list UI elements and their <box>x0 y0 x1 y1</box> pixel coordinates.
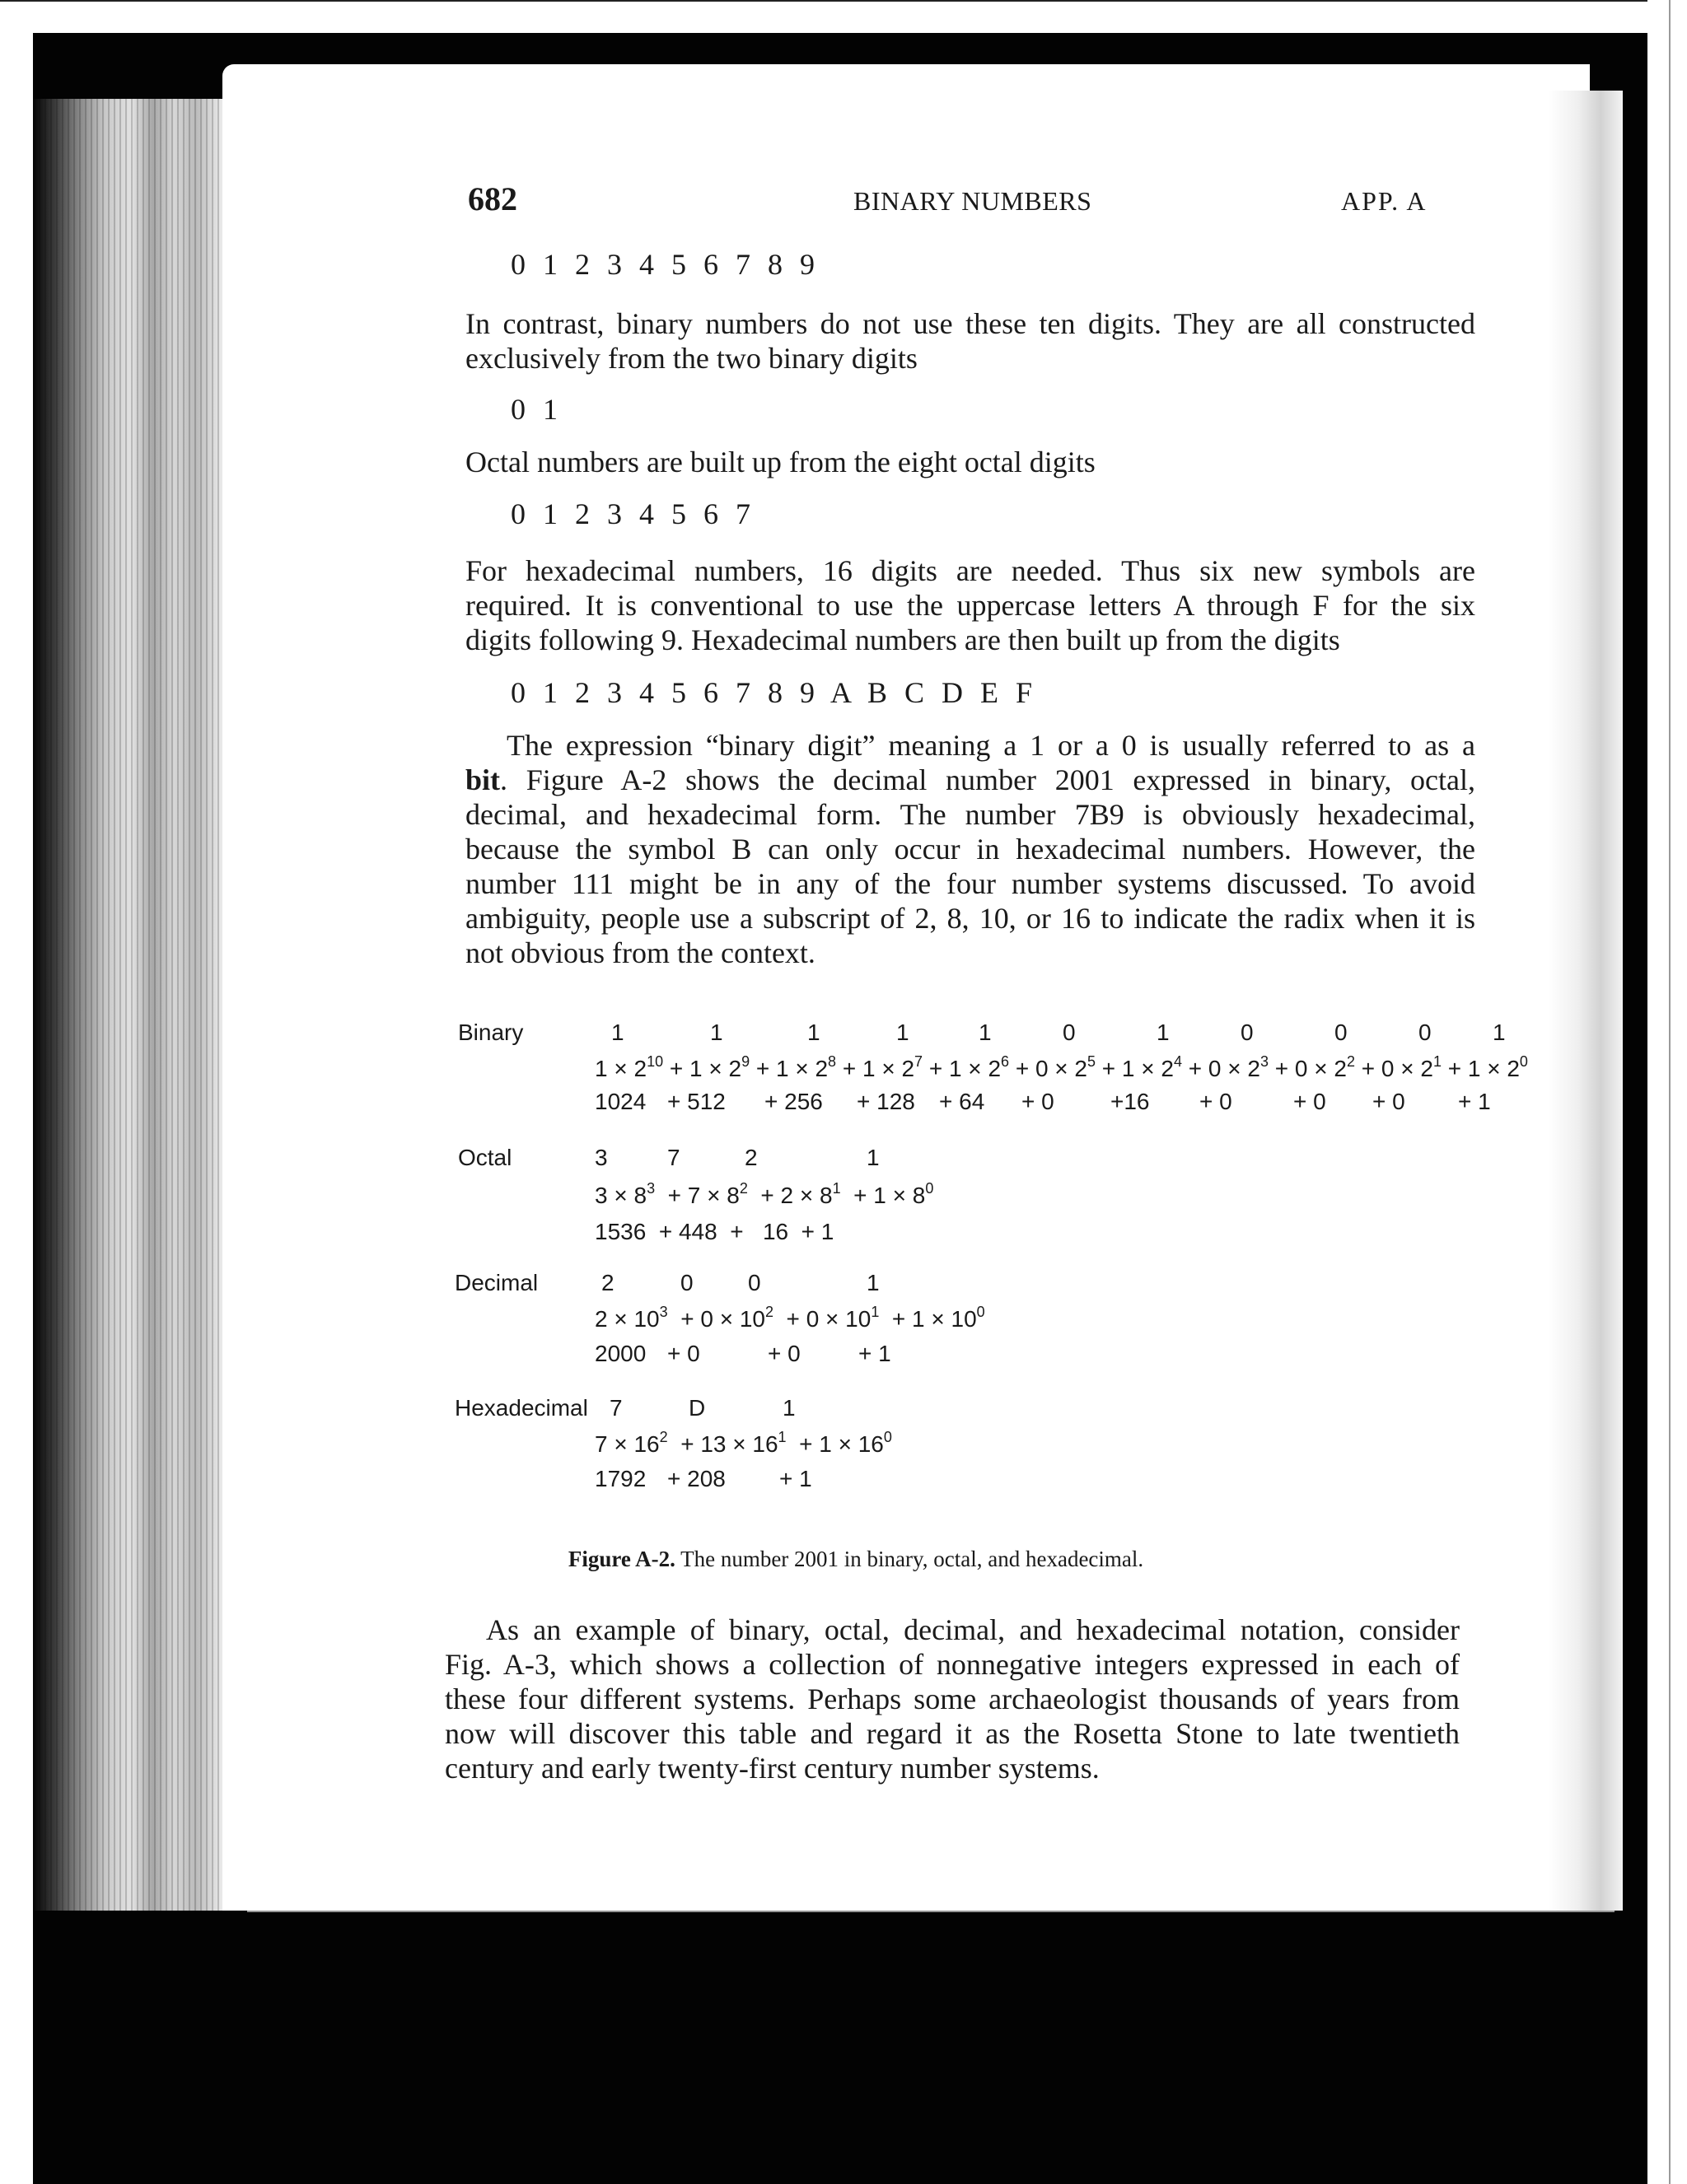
exponent: 3 <box>647 1179 656 1197</box>
paragraph-octal <box>465 445 1475 479</box>
exponent: 2 <box>1346 1052 1355 1070</box>
page-number: 682 <box>468 180 517 217</box>
decimal-value: + 0 <box>768 1341 801 1366</box>
power-term: + $0 \times 2^5$ <box>1015 1052 1096 1081</box>
exponent: 9 <box>741 1052 750 1070</box>
text-line: because the symbol B can only occur in hexadecimal numbers. However, the <box>465 833 1475 866</box>
figure-row-label-binary: Binary <box>458 1020 524 1045</box>
exponent: 0 <box>976 1303 985 1320</box>
binary-value: + 1 <box>1458 1089 1491 1114</box>
exponent: 3 <box>1259 1052 1269 1070</box>
text-line: these four different systems. Perhaps some archaeologist thousands of years from <box>445 1682 1460 1715</box>
octal-digit: 3 <box>595 1145 608 1170</box>
power-term: + $1 \times 2^4$ <box>1101 1052 1182 1081</box>
binary-digit: 0 <box>1063 1020 1076 1045</box>
text-line: decimal, and hexadecimal form. The number 7B9 is obviously hexadecimal, <box>465 798 1475 831</box>
power-term: + $7 \times 8^2$ <box>661 1179 748 1208</box>
figure-row-label-decimal: Decimal <box>455 1270 539 1295</box>
power-term: + $0 \times 2^2$ <box>1274 1052 1355 1081</box>
octal-digits: 0 1 2 3 4 5 6 7 <box>511 497 755 530</box>
binary-digits: 0 1 <box>511 393 563 426</box>
figure-caption-text: The number 2001 in binary, octal, and hexadecimal. <box>680 1547 1144 1571</box>
text-line: Octal numbers are built up from the eight octal digits <box>465 446 1096 478</box>
figure-caption <box>0 1547 1687 1572</box>
exponent: 2 <box>764 1303 773 1320</box>
paragraph-example <box>445 1612 1460 1785</box>
exponent: 2 <box>659 1428 668 1445</box>
binary-value: + 256 <box>764 1089 823 1114</box>
hex-digit: 1 <box>783 1395 796 1421</box>
power-term: + $1 \times 8^0$ <box>847 1179 934 1208</box>
power-term: + $0 \times 10^1$ <box>779 1303 880 1332</box>
power-term: + $0 \times 2^3$ <box>1188 1052 1269 1081</box>
exponent: 1 <box>778 1428 787 1445</box>
paragraph-hex <box>465 553 1475 657</box>
exponent: 7 <box>914 1052 923 1070</box>
binary-digit: 0 <box>1241 1020 1254 1045</box>
power-term: + $1 \times 2^7$ <box>842 1052 923 1081</box>
power-term: + $1 \times 10^0$ <box>886 1303 985 1332</box>
exponent: 6 <box>1001 1052 1010 1070</box>
binary-digit: 0 <box>1334 1020 1348 1045</box>
text-line: In contrast, binary numbers do not use these ten digits. They are all constructed <box>465 307 1475 340</box>
text-line: not obvious from the context. <box>465 936 815 969</box>
running-title: BINARY NUMBERS <box>853 186 1092 216</box>
exponent: 10 <box>647 1052 664 1070</box>
decimal-digit: 0 <box>748 1270 761 1295</box>
page-stack-edge <box>1549 91 1623 1911</box>
binary-value: + 64 <box>939 1089 985 1114</box>
decimal-value: + 0 <box>667 1341 700 1366</box>
text-line: now will discover this table and regard it as the Rosetta Stone to late twentieth <box>445 1717 1460 1750</box>
hex-value: + 1 <box>779 1466 812 1491</box>
exponent: 0 <box>1519 1052 1528 1070</box>
text-line <box>465 763 1475 797</box>
binary-digit: 1 <box>979 1020 992 1045</box>
power-term: + $1 \times 2^6$ <box>928 1052 1010 1081</box>
text-line: ambiguity, people use a subscript of 2, 8, 10, or 16 to indicate the radix when it is <box>465 902 1475 935</box>
exponent: 4 <box>1173 1052 1182 1070</box>
figure-caption-label: Figure A-2. <box>568 1547 675 1571</box>
paragraph-contrast <box>465 306 1475 376</box>
binary-digit: 1 <box>611 1020 624 1045</box>
hex-digits: 0 1 2 3 4 5 6 7 8 9 A B C D E F <box>511 676 1038 709</box>
power-term: $2 \times 10^3$ <box>595 1303 668 1332</box>
exponent: 1 <box>871 1303 880 1320</box>
running-appendix: APP. A <box>1341 186 1428 216</box>
power-term: + $0 \times 10^2$ <box>674 1303 773 1332</box>
power-term: $7 \times 16^2$ <box>595 1428 668 1457</box>
text-line: For hexadecimal numbers, 16 digits are needed. Thus six new symbols are <box>465 554 1475 587</box>
text-line: As an example of binary, octal, decimal, and hexadecimal notation, consider <box>486 1613 1460 1646</box>
scan-top-border <box>0 0 1687 2</box>
binary-value: +16 <box>1110 1089 1150 1114</box>
text-line: number 111 might be in any of the four number systems discussed. To avoid <box>465 867 1475 900</box>
binary-digit: 1 <box>710 1020 723 1045</box>
hex-digit: D <box>689 1395 706 1421</box>
power-term: + $1 \times 2^9$ <box>669 1052 750 1081</box>
text-line: century and early twenty-first century number systems. <box>445 1752 1100 1785</box>
hex-value: 1792 <box>595 1466 647 1491</box>
binary-value: + 0 <box>1199 1089 1232 1114</box>
binary-digit: 1 <box>807 1020 820 1045</box>
power-term: + $13 \times 16^1$ <box>674 1428 787 1457</box>
hex-power-terms <box>595 1428 899 1458</box>
figure-row-label-octal: Octal <box>458 1145 512 1170</box>
octal-value-row: 1536 + 448 + 16 + 1 <box>595 1219 834 1244</box>
binary-value: + 0 <box>1372 1089 1405 1114</box>
binary-value: + 512 <box>667 1089 726 1114</box>
decimal-power-terms <box>595 1303 991 1332</box>
binary-value: + 128 <box>857 1089 915 1114</box>
exponent: 8 <box>828 1052 837 1070</box>
power-term: + $1 \times 2^8$ <box>755 1052 837 1081</box>
decimal-value: 2000 <box>595 1341 647 1366</box>
binary-value: + 0 <box>1021 1089 1054 1114</box>
power-term: $1 \times 2^{10}$ <box>595 1052 664 1081</box>
text-fragment: . Figure A-2 shows the decimal number 2001 expressed in binary, octal, <box>500 763 1475 796</box>
paragraph-bit <box>465 728 1475 970</box>
exponent: 1 <box>1432 1052 1442 1070</box>
exponent: 3 <box>659 1303 668 1320</box>
decimal-digit: 2 <box>601 1270 615 1295</box>
term-bit: bit <box>465 763 501 796</box>
decimal-digit: 1 <box>867 1270 880 1295</box>
book-binding <box>33 99 247 1911</box>
text-line: Fig. A-3, which shows a collection of nonnegative integers expressed in each of <box>445 1648 1460 1681</box>
binary-value: + 0 <box>1293 1089 1326 1114</box>
exponent: 0 <box>925 1179 934 1197</box>
power-term: + $1 \times 2^0$ <box>1447 1052 1528 1081</box>
power-term: + $1 \times 16^0$ <box>792 1428 892 1457</box>
scan-right-margin <box>1647 0 1687 2184</box>
binary-value: 1024 <box>595 1089 647 1114</box>
decimal-value: + 1 <box>858 1341 891 1366</box>
octal-digit: 1 <box>867 1145 880 1170</box>
binary-power-terms <box>595 1052 1535 1082</box>
hex-digit: 7 <box>610 1395 623 1421</box>
power-term: + $2 \times 8^1$ <box>754 1179 841 1208</box>
binary-digit: 1 <box>1157 1020 1170 1045</box>
exponent: 5 <box>1087 1052 1096 1070</box>
text-line: required. It is conventional to use the uppercase letters A through F for the six <box>465 589 1475 622</box>
figure-row-label-hexadecimal: Hexadecimal <box>455 1395 588 1421</box>
power-term: + $0 \times 2^1$ <box>1361 1052 1442 1081</box>
scan-right-rule <box>1669 0 1671 2184</box>
octal-digit: 2 <box>745 1145 758 1170</box>
binary-digit: 1 <box>1493 1020 1506 1045</box>
decimal-digit: 0 <box>680 1270 694 1295</box>
hex-value: + 208 <box>667 1466 726 1491</box>
octal-digit: 7 <box>667 1145 680 1170</box>
octal-power-terms <box>595 1179 940 1209</box>
binary-digit: 1 <box>896 1020 909 1045</box>
decimal-digits: 0 1 2 3 4 5 6 7 8 9 <box>511 248 820 281</box>
text-line: digits following 9. Hexadecimal numbers are then built up from the digits <box>465 623 1340 656</box>
text-line: The expression “binary digit” meaning a 1 or a 0 is usually referred to as a <box>507 729 1475 762</box>
binary-digit: 0 <box>1418 1020 1432 1045</box>
power-term: $3 \times 8^3$ <box>595 1179 656 1208</box>
exponent: 2 <box>739 1179 748 1197</box>
exponent: 0 <box>883 1428 892 1445</box>
exponent: 1 <box>832 1179 841 1197</box>
text-line: exclusively from the two binary digits <box>465 342 918 375</box>
